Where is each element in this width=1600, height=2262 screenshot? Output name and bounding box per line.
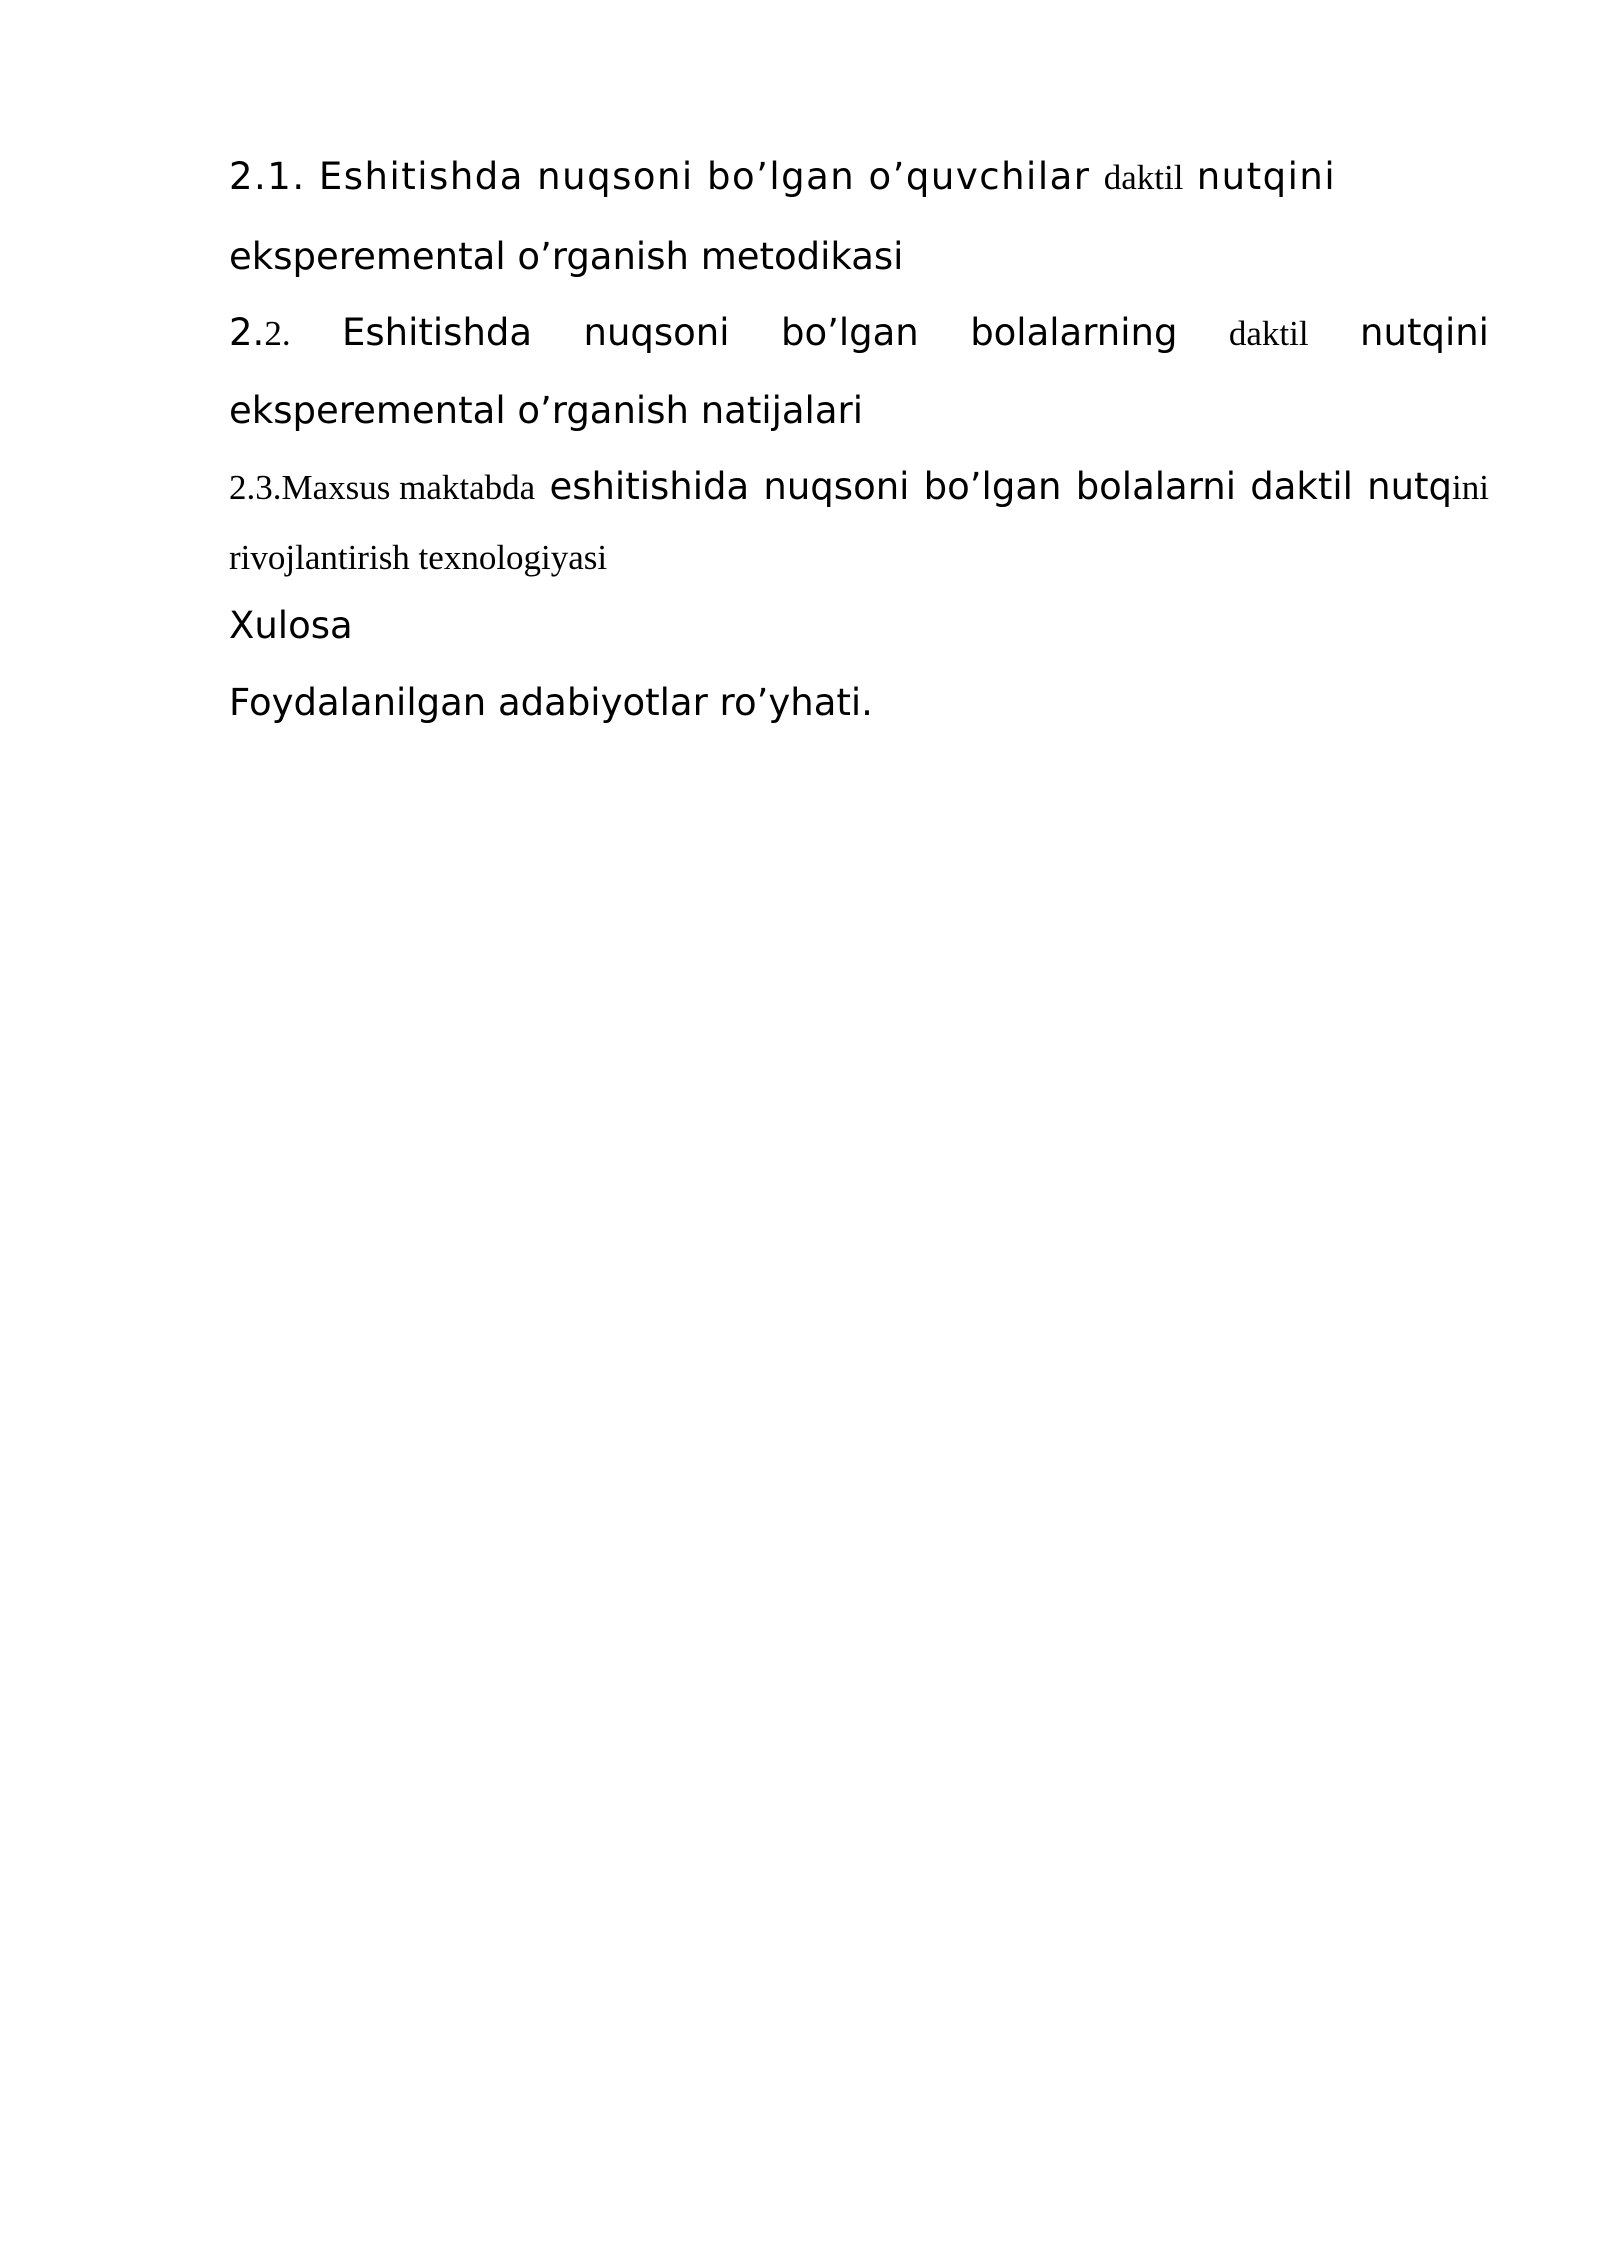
toc-conclusion: Xulosa bbox=[229, 604, 353, 647]
toc-item-2-2-number-a: 2. bbox=[229, 311, 265, 354]
toc-item-2-1-text-b: daktil bbox=[1103, 158, 1184, 197]
toc-item-2-1-text-c: nutqini bbox=[1183, 155, 1337, 198]
toc-item-2-2-word: daktil bbox=[1228, 314, 1309, 353]
toc-item-2-2-word: Eshitishda bbox=[342, 311, 533, 354]
toc-item-2-3-word: daktil bbox=[1250, 465, 1353, 508]
toc-item-2-3-word: eshitishida bbox=[549, 465, 750, 508]
toc-item-2-3-word: nuqsoni bbox=[763, 465, 910, 508]
toc-item-2-2-line-1 bbox=[229, 311, 1489, 355]
toc-item-2-3-line-2: rivojlantirish texnologiyasi bbox=[229, 538, 608, 577]
toc-item-2-3-word: bolalarni bbox=[1075, 465, 1237, 508]
toc-item-2-1-line-1 bbox=[229, 155, 1489, 199]
toc-item-2-2-number bbox=[229, 311, 291, 355]
toc-item-2-3-word-last-b: ini bbox=[1452, 468, 1489, 507]
toc-item-2-3-word-last bbox=[1367, 465, 1489, 509]
toc-references: Foydalanilgan adabiyotlar ro’yhati. bbox=[229, 681, 873, 724]
toc-item-2-2-word: bolalarning bbox=[970, 311, 1178, 354]
toc-item-2-2-word: bo’lgan bbox=[780, 311, 919, 354]
toc-item-2-1-line-2: eksperemental o’rganish metodikasi bbox=[229, 235, 904, 278]
toc-item-2-2-word: nutqini bbox=[1360, 311, 1489, 354]
toc-item-2-3-number-title: 2.3.Maxsus maktabda bbox=[229, 468, 536, 507]
toc-item-2-2-word: nuqsoni bbox=[583, 311, 730, 354]
toc-item-2-2-line-2: eksperemental o’rganish natijalari bbox=[229, 389, 864, 432]
toc-item-2-3-line-1 bbox=[229, 465, 1489, 509]
toc-item-2-2-number-b: 2. bbox=[264, 314, 291, 353]
toc-item-2-3-word: bo’lgan bbox=[923, 465, 1062, 508]
toc-item-2-3-word-last-a: nutq bbox=[1367, 465, 1453, 508]
toc-item-2-1-text-a: 2.1. Eshitishda nuqsoni bo’lgan o’quvchilar bbox=[229, 155, 1104, 198]
